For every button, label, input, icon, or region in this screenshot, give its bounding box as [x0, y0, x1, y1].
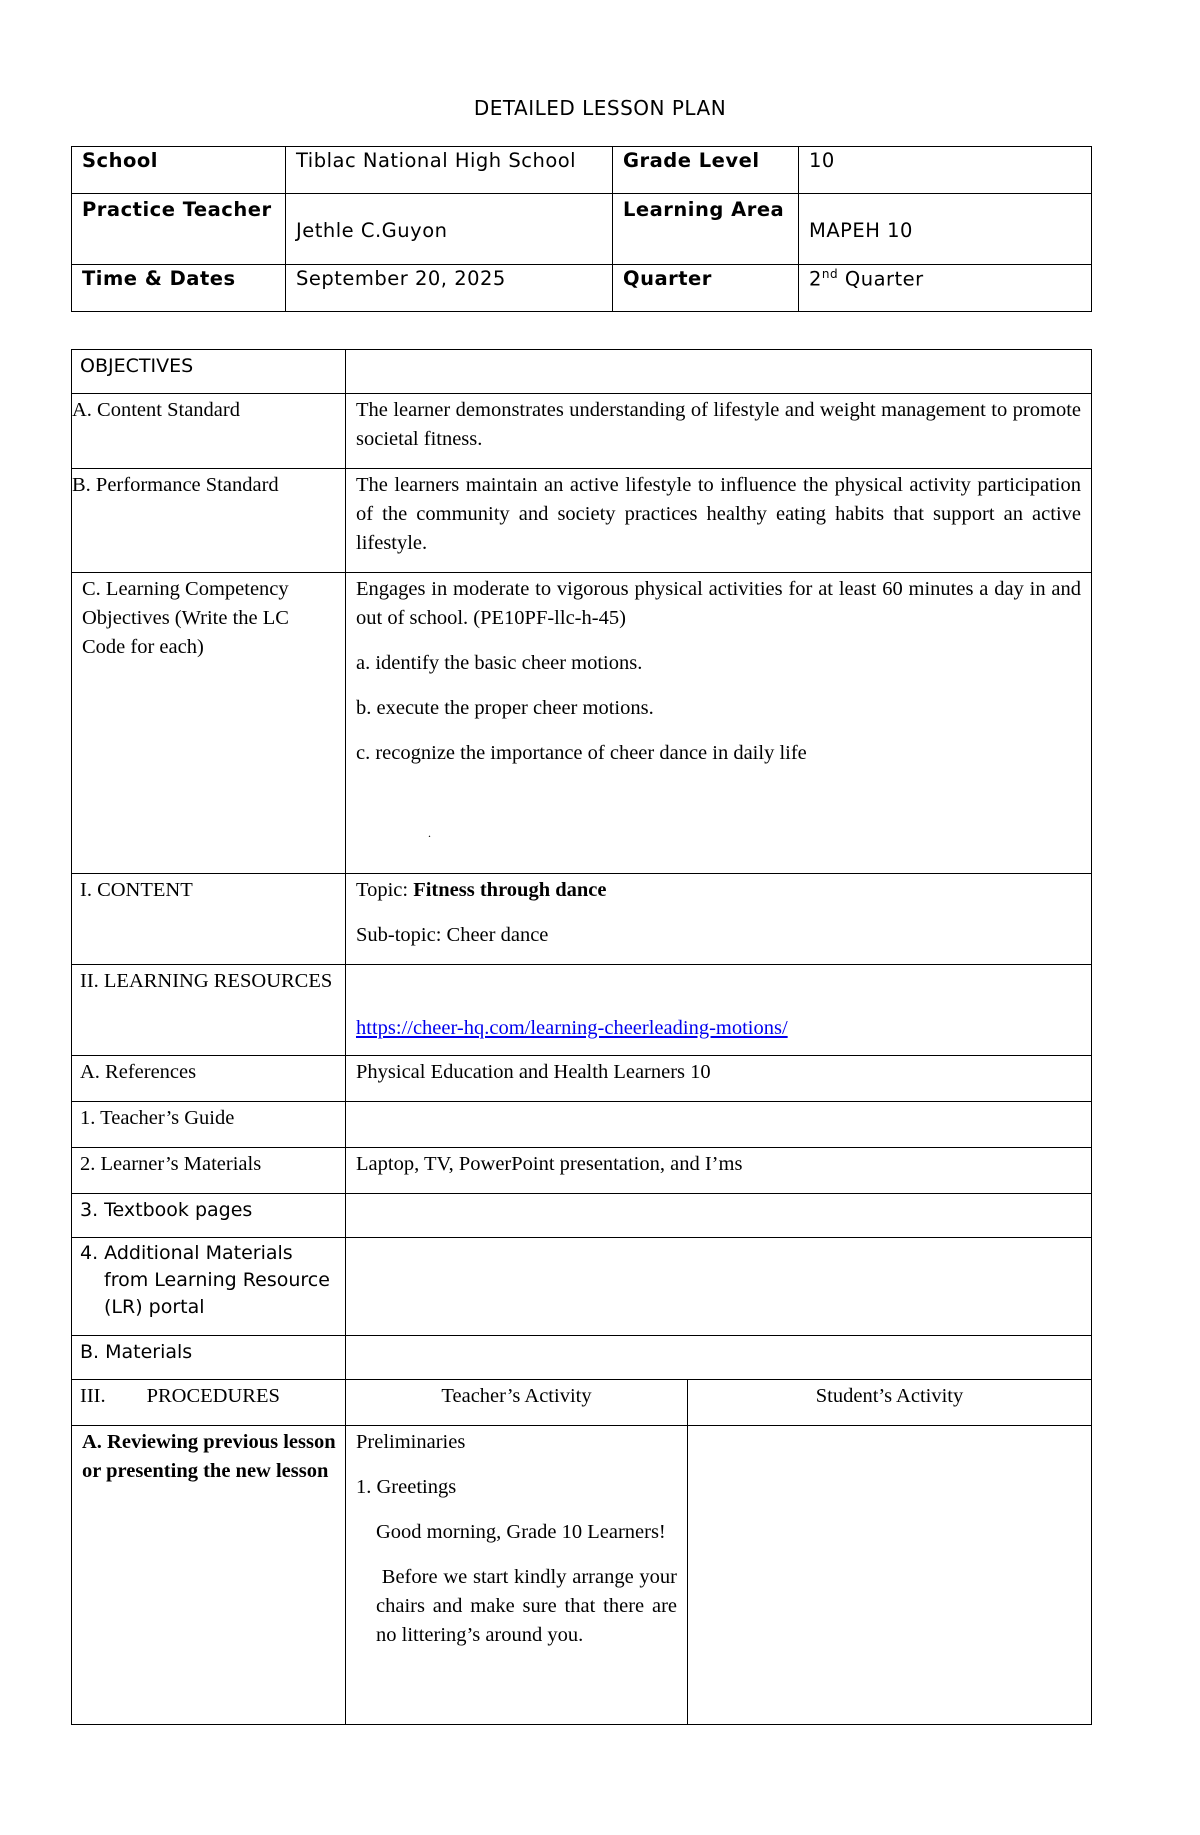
objectives-value — [346, 350, 1092, 394]
learning-resources-label: II. LEARNING RESOURCES — [72, 965, 346, 1056]
objective-item-a: a. identify the basic cheer motions. — [356, 652, 643, 674]
school-label: School — [72, 147, 286, 194]
school-value: Tiblac National High School — [286, 147, 613, 194]
quarter-label: Quarter — [613, 265, 799, 312]
arrange-chairs-message: Before we start kindly arrange your chairs and make sure that there are no littering’s around you. — [376, 1566, 683, 1646]
teachers-guide-value — [346, 1102, 1092, 1148]
teachers-guide-label: 1. Teacher’s Guide — [72, 1102, 346, 1148]
learning-competency-cell — [346, 573, 1092, 874]
resources-cell — [346, 965, 1092, 1056]
reviewing-lesson-label: A. Reviewing previous lesson or presenting the new lesson — [72, 1426, 346, 1725]
additional-materials-label: 4. Additional Materials from Learning Resource (LR) portal — [72, 1238, 346, 1336]
cheer-motions-link[interactable]: https://cheer-hq.com/learning-cheerleading-motions/ — [356, 1017, 788, 1039]
lesson-plan-table — [71, 349, 1092, 1725]
objective-item-b: b. execute the proper cheer motions. — [356, 697, 654, 719]
learning-area-label: Learning Area — [613, 194, 799, 265]
preliminaries-text: Preliminaries — [356, 1431, 466, 1453]
content-cell — [346, 874, 1092, 965]
time-dates-value: September 20, 2025 — [286, 265, 613, 312]
quarter-value: 2nd Quarter — [799, 265, 1092, 312]
greeting-message: Good morning, Grade 10 Learners! — [376, 1521, 666, 1543]
student-activity-cell — [688, 1426, 1092, 1725]
topic-value: Fitness through dance — [413, 879, 607, 901]
content-label: I. CONTENT — [72, 874, 346, 965]
practice-teacher-value: Jethle C.Guyon — [286, 194, 613, 265]
additional-materials-value — [346, 1238, 1092, 1336]
learners-materials-value: Laptop, TV, PowerPoint presentation, and I’ms — [346, 1148, 1092, 1194]
grade-level-label: Grade Level — [613, 147, 799, 194]
student-activity-header: Student’s Activity — [688, 1380, 1092, 1426]
learning-area-value: MAPEH 10 — [799, 194, 1092, 265]
grade-level-value: 10 — [799, 147, 1092, 194]
objectives-label: OBJECTIVES — [72, 350, 346, 394]
learners-materials-label: 2. Learner’s Materials — [72, 1148, 346, 1194]
references-label: A. References — [72, 1056, 346, 1102]
materials-value — [346, 1336, 1092, 1380]
subtopic-line: Sub-topic: Cheer dance — [356, 924, 549, 946]
learning-competency-text: Engages in moderate to vigorous physical activities for at least 60 minutes a day in and out of school. (PE10PF-llc-h-45) — [356, 578, 1081, 629]
performance-standard-label: B. Performance Standard — [72, 469, 346, 573]
textbook-pages-label: 3. Textbook pages — [72, 1194, 346, 1238]
greetings-text: 1. Greetings — [356, 1476, 457, 1498]
lesson-info-table — [71, 146, 1092, 312]
content-standard-label: A. Content Standard — [72, 394, 346, 469]
references-value: Physical Education and Health Learners 10 — [346, 1056, 1092, 1102]
procedures-label: III. PROCEDURES — [72, 1380, 346, 1426]
practice-teacher-label: Practice Teacher — [72, 194, 286, 265]
document-title: DETAILED LESSON PLAN — [473, 96, 727, 120]
textbook-pages-value — [346, 1194, 1092, 1238]
stray-dot: . — [428, 826, 431, 840]
teacher-activity-header: Teacher’s Activity — [346, 1380, 688, 1426]
objective-item-c: c. recognize the importance of cheer dance in daily life — [356, 742, 807, 764]
teacher-activity-cell — [346, 1426, 688, 1725]
content-standard-text: The learner demonstrates understanding of lifestyle and weight management to promote societal fitness. — [346, 394, 1092, 469]
learning-competency-label: C. Learning Competency Objectives (Write the LC Code for each) — [72, 573, 346, 874]
materials-label: B. Materials — [72, 1336, 346, 1380]
topic-line: Topic: Fitness through dance — [356, 879, 607, 901]
time-dates-label: Time & Dates — [72, 265, 286, 312]
performance-standard-text: The learners maintain an active lifestyle to influence the physical activity participation of the community and society practices healthy eating habits that support an active lifestyle. — [346, 469, 1092, 573]
